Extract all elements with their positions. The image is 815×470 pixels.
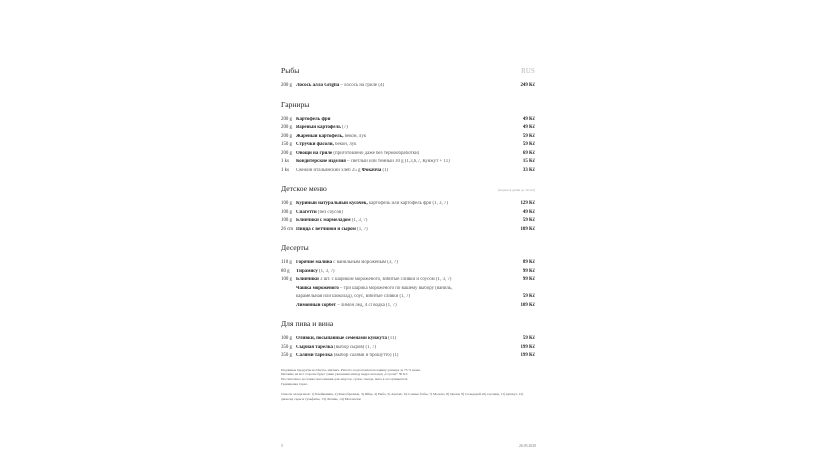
item-desc: (1, 3, 7) [350,218,368,223]
item-desc: карамельная или шоколад), соус, взбитые сливки (1, 7) [296,294,411,299]
item-name: Лосось алла Griglia [296,83,340,88]
item-description [296,345,516,350]
menu-item [281,269,535,278]
list-fish [281,83,535,92]
item-price: 59 Kč [522,294,535,299]
item-desc: (7) [340,125,348,130]
item-description [296,227,516,232]
item-desc: бекон, лук [343,133,367,139]
item-description [296,303,516,308]
menu-item [281,218,535,227]
item-weight: 100 g [281,218,293,223]
page-number: 5 [281,444,283,448]
item-price: 15 Kč [522,159,535,164]
menu-item [281,83,535,92]
item-price: 59 Kč [522,218,535,223]
section-title-desserts: Десерты [281,243,309,252]
menu-item [281,303,535,312]
menu-item [281,286,535,295]
menu-item [281,201,535,210]
item-description [296,142,519,147]
item-description [296,210,519,215]
item-description [296,269,519,274]
item-desc-prefix: Свежий итальянский хлеб 25 g [296,167,362,173]
item-weight: 150 g [281,142,293,147]
item-weight: 200 g [281,150,293,156]
item-name: Тирамису [296,268,318,274]
item-description [296,260,519,265]
item-price: 89 Kč [522,260,535,265]
item-price: 129 Kč [520,201,535,206]
language-label: RUS [521,68,535,75]
item-desc: (выбор салями и прошутто) (1) [332,353,399,358]
menu-item [281,277,535,286]
item-desc: (1, 3, 7) [317,268,335,274]
menu-item [281,125,535,134]
menu-item [281,134,535,143]
section-header-kids [281,184,535,201]
section-title-beer: Для пива и вина [281,319,334,328]
item-description [296,151,519,156]
item-price: 99 Kč [522,268,535,274]
item-desc: – три шарика мороженого по вашему выбору (ваниль, [338,285,453,291]
item-name: Стручки фасоли, [296,142,334,147]
item-desc: (1) [381,167,389,173]
section-header-fish [281,66,535,83]
item-price: 59 Kč [522,133,535,139]
item-name: Блинчики с мармеладом [296,218,351,223]
item-price: 109 Kč [520,226,535,232]
item-price: 109 Kč [520,302,535,308]
item-weight: 100 g [281,277,293,282]
item-price: 199 Kč [520,344,535,350]
allergen-list: Список аллергенов: 1) Клейковина, 2) Ракообразные, 3) Яйца, 4) Рыба, 5) Арахис, 6) Соевые бобы, 7) Молоко, 8) Орехи, 9) Сельдерей,10) горчица, 11) кунжут, 12) диоксид серы и сульфиты, 13) Люпин, 14) Моллюски [281,392,524,402]
item-name: Сырная тарелка [296,344,333,350]
item-desc: – лосось на гриле (4) [339,83,385,88]
item-price: 69 Kč [522,150,535,156]
item-name: Вареный картофель [296,125,341,130]
item-name: Лимонный сорбет [296,302,336,308]
item-weight: 110 g [281,260,292,265]
note-line: Поданные продукты из Пасты, мясных, Ризотто подготовлен половину размера за 75 % цены. [281,367,421,372]
list-kids [281,201,535,235]
menu-item [281,159,535,168]
item-weight: 200 g [281,133,293,139]
section-header-desserts [281,243,535,260]
item-name: Спагетти [296,209,317,215]
section-title-sides: Гарниры [281,99,310,109]
item-weight: 200 g [281,125,293,130]
menu-item [281,117,535,126]
item-desc: (без соусов) [316,209,343,215]
item-name: Блинчики [296,277,319,282]
item-weight: 100 g [281,336,293,341]
item-weight: 80 g [281,268,290,274]
item-price: 99 Kč [522,277,535,282]
item-weight: 350 g [281,353,293,358]
list-desserts [281,260,535,311]
section-header-sides [281,100,535,117]
item-desc: бекон, лук [333,142,357,147]
item-weight: 1 ks [281,159,290,164]
item-desc: 3 шт. с шариком мороженого, взбитые сливки и соусом (1, 3, 7) [318,277,452,282]
item-weight: 200 g [281,83,293,88]
item-price: 49 Kč [522,125,535,130]
menu-item [281,353,535,362]
page-date: 26.05.2020 [519,444,537,448]
item-weight: 200 g [281,116,293,122]
menu-item [281,260,535,269]
item-name: Фокачча [361,167,382,173]
section-header-beer [281,319,535,336]
item-price: 33 Kč [522,167,535,173]
item-name: Куриный натуральный кусочек, [296,201,368,206]
item-price: 199 Kč [520,353,535,358]
item-weight: 350 g [281,344,293,350]
item-description [296,125,519,130]
menu-item [281,345,535,354]
kids-age-note: (подается детям до 10 лет) [497,188,535,192]
item-desc: (выбор сыров) (1, 7) [332,344,377,350]
item-weight: 26 cm [281,226,294,232]
item-name: Овощи на гриле [296,150,333,156]
note-line: Гравировка тарел. [281,381,308,386]
item-desc: – светлый или темный 30 g (1,3,6,7, Кунжут + 11) [345,159,450,164]
menu-content [281,66,535,402]
list-sides [281,117,535,177]
item-description [296,134,519,139]
menu-item [281,142,535,151]
item-name: Картофель фри [296,116,331,122]
item-desc: (1, 7) [355,226,368,232]
item-description [296,159,519,164]
item-weight: 1 ks [281,167,290,173]
item-price: 59 Kč [522,336,535,341]
menu-item [281,336,535,345]
item-description [296,201,516,206]
item-description [296,117,519,122]
menu-item [281,294,535,303]
item-name: Чашка мороженого [296,285,339,291]
item-description [296,286,531,291]
item-name: Горячие малина [296,260,333,265]
item-name: Салями тарелка [296,353,333,358]
note-line: Послеполное доставка пополнения для закусок, супов, гнезда, мяса в ассортиментах. [281,376,409,381]
note-line: Питание на вот стороне будет ужин указанная между ведра молодец „Соусем“ 30 Kč. [281,372,409,377]
menu-item [281,210,535,219]
item-description [296,168,519,173]
item-price: 249 Kč [520,83,535,88]
item-name: Кондитерские изделия [296,159,346,164]
list-beer [281,336,535,362]
menu-notes [281,368,535,387]
item-description [296,83,516,88]
item-desc: с ванильным мороженым (3, 7) [332,260,398,265]
item-weight: 100 g [281,201,293,206]
menu-item [281,227,535,236]
item-name: Жареный картофель, [296,133,344,139]
item-description [296,353,516,358]
item-description [296,336,519,341]
item-desc: (приготовлено даже без термообработки) [332,150,420,156]
section-title-fish: Рыбы [281,66,300,75]
item-description [296,294,519,299]
item-name: Пицца с ветчиной и сыром [296,226,356,232]
item-desc: – лимон лёд, 4 cl водка (1, 7) [335,302,397,308]
menu-item [281,151,535,160]
section-title-kids: Детское меню [281,184,327,193]
item-price: 59 Kč [522,142,535,147]
item-price: 49 Kč [522,116,535,122]
item-desc: картофель или картофель фри (1, 3, 7) [367,201,449,206]
item-weight: 100 g [281,209,293,215]
menu-item [281,168,535,177]
item-name: Оливки, посыпанные семенами кунжута [296,336,387,341]
item-price: 49 Kč [522,209,535,215]
item-description [296,277,519,282]
item-desc: (11) [386,336,397,341]
item-description [296,218,519,223]
